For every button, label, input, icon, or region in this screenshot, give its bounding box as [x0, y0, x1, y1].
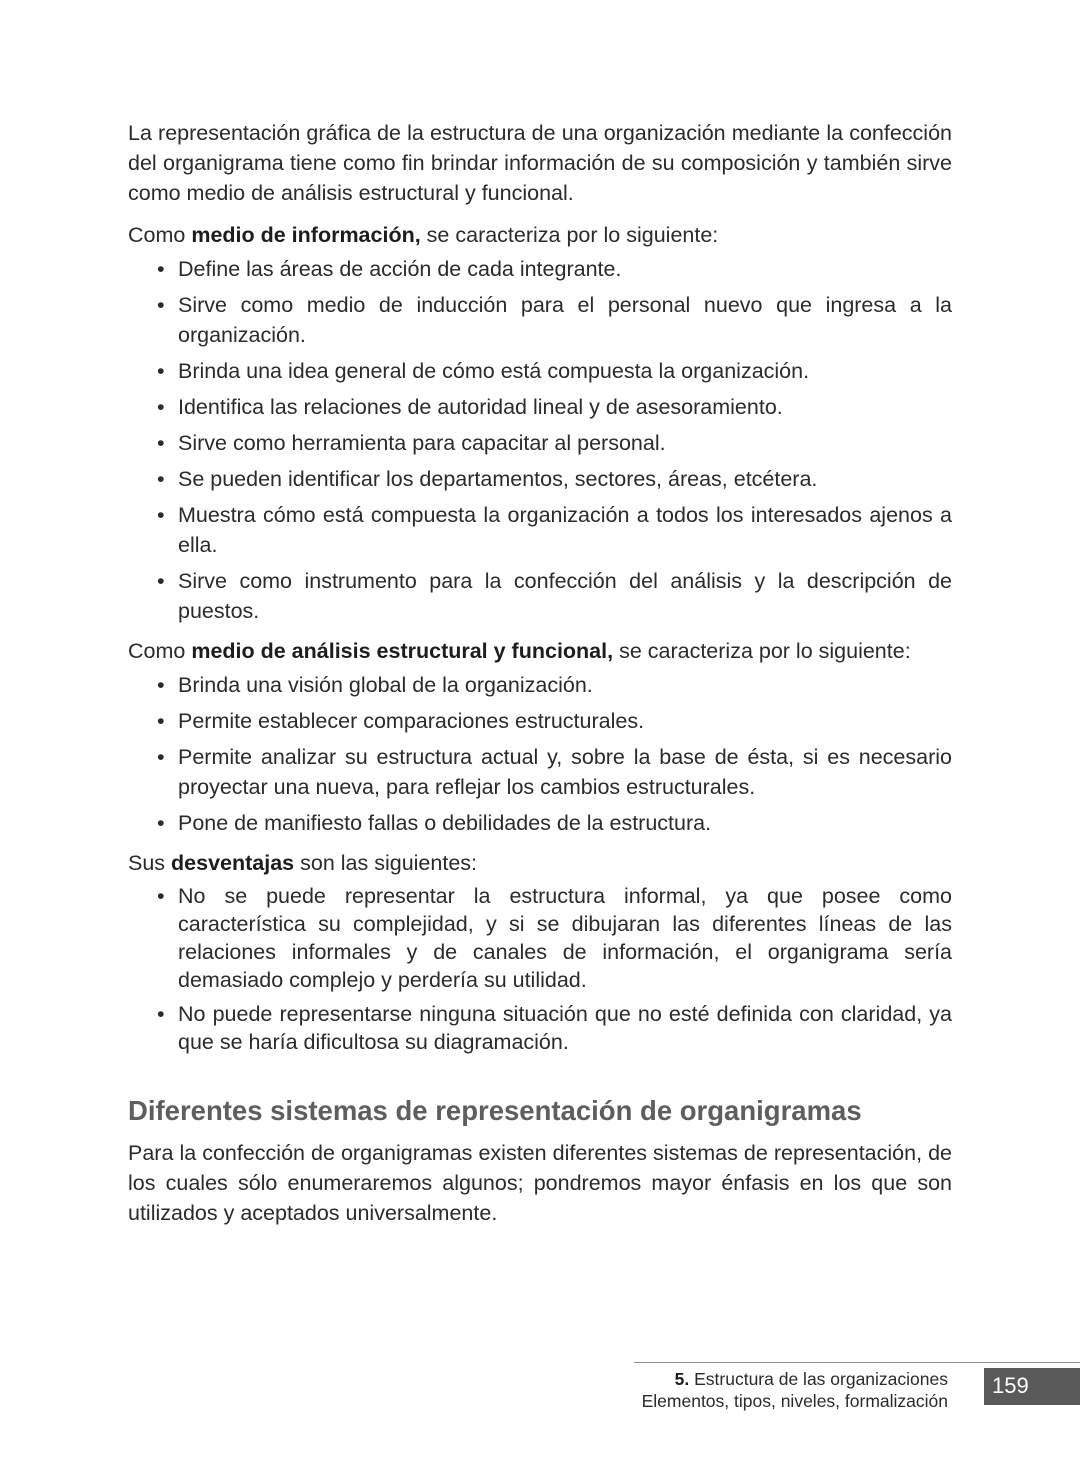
- list-item: • Define las áreas de acción de cada integrante.: [128, 254, 952, 284]
- footer-divider: [634, 1362, 1080, 1363]
- list-item: • Identifica las relaciones de autoridad lineal y de asesoramiento.: [128, 392, 952, 422]
- info-lead-suffix: se caracteriza por lo siguiente:: [420, 223, 719, 247]
- list-item: • Pone de manifiesto fallas o debilidades de la estructura.: [128, 808, 952, 838]
- section-heading: Diferentes sistemas de representación de organigramas: [128, 1095, 862, 1126]
- list-item: • Permite establecer comparaciones estructurales.: [128, 706, 952, 736]
- disadvantages-list: [128, 882, 952, 1056]
- list-item: • Permite analizar su estructura actual y, sobre la base de ésta, si es necesario proyectar una nueva, para reflejar los cambios estructurales.: [128, 742, 952, 802]
- analysis-list: [128, 670, 952, 838]
- list-item: • Muestra cómo está compuesta la organización a todos los interesados ajenos a ella.: [128, 500, 952, 560]
- footer-chapter-number: 5.: [674, 1369, 690, 1389]
- list-item: • Brinda una idea general de cómo está compuesta la organización.: [128, 356, 952, 386]
- analysis-section-lead: [128, 636, 952, 666]
- disadvantages-lead-bold: desventajas: [171, 851, 295, 875]
- list-item: • Se pueden identificar los departamentos, sectores, áreas, etcétera.: [128, 464, 952, 494]
- analysis-lead-suffix: se caracteriza por lo siguiente:: [613, 639, 911, 663]
- page-number-box: [984, 1368, 1080, 1405]
- footer-subtitle: Elementos, tipos, niveles, formalización: [641, 1391, 948, 1411]
- info-lead-bold: medio de información,: [191, 223, 421, 247]
- list-item: • No puede representarse ninguna situación que no esté definida con claridad, ya que se haría dificultosa su diagramación.: [128, 1000, 952, 1056]
- analysis-lead-prefix: Como: [128, 639, 192, 663]
- list-item: • Brinda una visión global de la organización.: [128, 670, 952, 700]
- closing-paragraph: Para la confección de organigramas existen diferentes sistemas de representación, de los cuales sólo enumeraremos algunos; pondremos mayor énfasis en los que son utilizados y aceptados universalmente.: [128, 1141, 952, 1225]
- list-item: • Sirve como medio de inducción para el personal nuevo que ingresa a la organización.: [128, 290, 952, 350]
- info-lead-prefix: Como: [128, 223, 192, 247]
- info-list: [128, 254, 952, 626]
- page-content: [128, 118, 952, 1228]
- intro-paragraph: La representación gráfica de la estructura de una organización mediante la confección del organigrama tiene como fin brindar información de su composición y también sirve como medio de análisis estructural y funcional.: [128, 121, 952, 205]
- footer-chapter-line: [642, 1368, 948, 1390]
- analysis-lead-bold: medio de análisis estructural y funcional,: [191, 639, 614, 663]
- list-item: • Sirve como instrumento para la confección del análisis y la descripción de puestos.: [128, 566, 952, 626]
- disadvantages-section-lead: [128, 848, 952, 878]
- footer-chapter-title: Estructura de las organizaciones: [689, 1369, 948, 1389]
- disadvantages-lead-prefix: Sus: [128, 851, 172, 875]
- info-section-lead: [128, 220, 952, 250]
- list-item: • Sirve como herramienta para capacitar al personal.: [128, 428, 952, 458]
- list-item: • No se puede representar la estructura informal, ya que posee como característica su complejidad, y si se dibujaran las diferentes líneas de las relaciones informales y de canales de información, el organigrama sería demasiado complejo y perdería su utilidad.: [128, 882, 952, 994]
- page-number: 159: [992, 1373, 1029, 1398]
- disadvantages-lead-suffix: son las siguientes:: [294, 851, 477, 875]
- footer-chapter-info: [642, 1368, 948, 1412]
